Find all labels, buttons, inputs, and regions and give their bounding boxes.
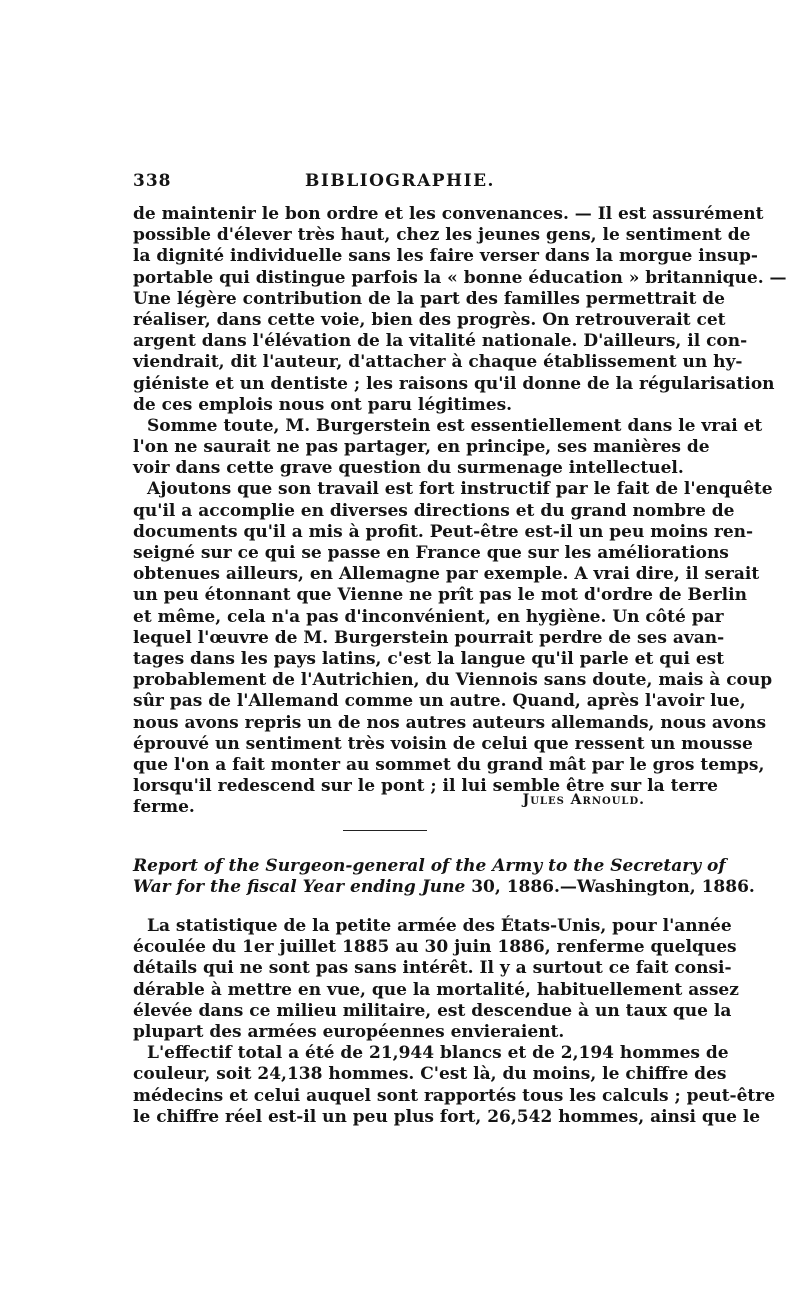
text-line: réaliser, dans cette voie, bien des progrès. On retrouverait cet [133, 309, 726, 330]
text-line: giéniste et un dentiste ; les raisons qu'il donne de la régularisation [133, 373, 775, 394]
text-line: élevée dans ce milieu militaire, est descendue à un taux que la [133, 1000, 732, 1021]
text-line: Une légère contribution de la part des familles permettrait de [133, 288, 725, 309]
text-line: L'effectif total a été de 21,944 blancs et de 2,194 hommes de [147, 1043, 729, 1064]
text-line: détails qui ne sont pas sans intérêt. Il y a surtout ce fait consi- [133, 958, 732, 979]
text-line: documents qu'il a mis à profit. Peut-être est-il un peu moins ren- [133, 521, 754, 542]
text-line: éprouvé un sentiment très voisin de celui que ressent un mousse [133, 733, 753, 754]
section-divider [343, 830, 427, 831]
text-line: ferme. [133, 797, 195, 818]
text-line: de ces emplois nous ont paru légitimes. [133, 394, 513, 415]
author-signature: Jules Arnould. [522, 792, 645, 808]
report-title-line: Report of the Surgeon-general of the Army to the Secretary of [133, 856, 726, 876]
text-line: nous avons repris un de nos autres auteurs allemands, nous avons [133, 712, 767, 733]
review-continuation [133, 204, 787, 818]
report-title-date: 30, 1886.—Washington, 1886. [465, 877, 755, 898]
text-line: Ajoutons que son travail est fort instructif par le fait de l'enquête [147, 479, 773, 500]
text-line: médecins et celui auquel sont rapportés tous les calculs ; peut-être [133, 1085, 776, 1106]
page-number: 338 [133, 171, 172, 191]
text-line: la dignité individuelle sans les faire verser dans la morgue insup- [133, 246, 758, 267]
text-line: possible d'élever très haut, chez les jeunes gens, le sentiment de [133, 225, 751, 246]
text-line: écoulée du 1er juillet 1885 au 30 juin 1886, renferme quelques [133, 937, 737, 958]
report-title-line [133, 877, 755, 898]
text-line: plupart des armées européennes envieraient. [133, 1021, 565, 1042]
text-line: dérable à mettre en vue, que la mortalité, habituellement assez [133, 979, 739, 1000]
text-line: sûr pas de l'Allemand comme un autre. Quand, après l'avoir lue, [133, 691, 746, 712]
text-line: couleur, soit 24,138 hommes. C'est là, du moins, le chiffre des [133, 1064, 727, 1085]
report-review [133, 916, 776, 1128]
report-title [133, 856, 755, 898]
text-line: de maintenir le bon ordre et les convenances. — Il est assurément [133, 204, 764, 224]
running-title: BIBLIOGRAPHIE. [305, 171, 495, 191]
text-line: portable qui distingue parfois la « bonne éducation » britannique. — [133, 267, 787, 288]
text-line: un peu étonnant que Vienne ne prît pas le mot d'ordre de Berlin [133, 585, 747, 606]
text-line: probablement de l'Autrichien, du Viennois sans doute, mais à coup [133, 670, 773, 691]
text-line: La statistique de la petite armée des États-Unis, pour l'année [147, 916, 732, 936]
text-line: voir dans cette grave question du surmenage intellectuel. [133, 458, 684, 479]
text-line: viendrait, dit l'auteur, d'attacher à chaque établissement un hy- [133, 352, 743, 373]
text-line: obtenues ailleurs, en Allemagne par exemple. A vrai dire, il serait [133, 564, 760, 585]
text-line: le chiffre réel est-il un peu plus fort, 26,542 hommes, ainsi que le [133, 1106, 761, 1127]
text-line: que l'on a fait monter au sommet du grand mât par le gros temps, [133, 754, 765, 775]
text-line: lequel l'œuvre de M. Burgerstein pourrait perdre de ses avan- [133, 627, 725, 648]
text-line: argent dans l'élévation de la vitalité nationale. D'ailleurs, il con- [133, 331, 748, 352]
page-header [133, 171, 667, 195]
text-line: qu'il a accomplie en diverses directions et du grand nombre de [133, 500, 735, 521]
report-title-italic: War for the fiscal Year ending June [133, 877, 466, 898]
text-line: tages dans les pays latins, c'est la langue qu'il parle et qui est [133, 648, 725, 669]
text-line: lorsqu'il redescend sur le pont ; il lui semble être sur la terre [133, 776, 718, 797]
text-line: Somme toute, M. Burgerstein est essentiellement dans le vrai et [147, 415, 763, 436]
text-line: l'on ne saurait ne pas partager, en principe, ses manières de [133, 437, 710, 458]
text-line: seigné sur ce qui se passe en France que sur les améliorations [133, 543, 729, 563]
text-line: et même, cela n'a pas d'inconvénient, en hygiène. Un côté par [133, 606, 724, 627]
